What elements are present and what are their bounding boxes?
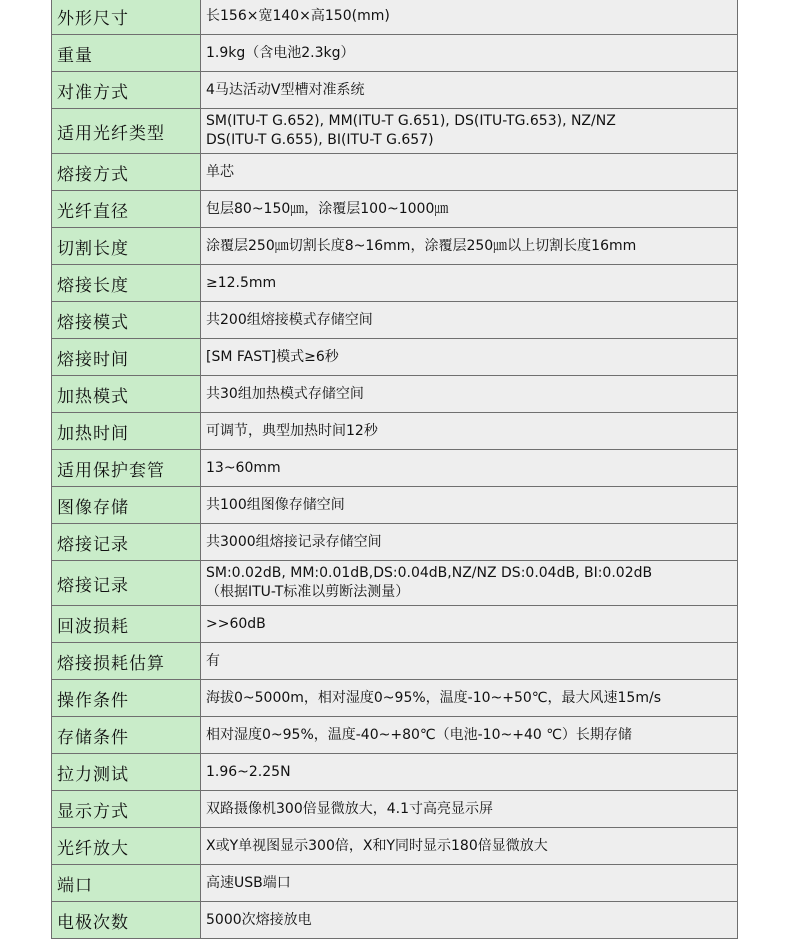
- spec-value-line: 双路摄像机300倍显微放大，4.1寸高亮显示屏: [206, 800, 493, 817]
- spec-row: [52, 413, 738, 450]
- spec-value: [201, 413, 738, 450]
- spec-row: [52, 109, 738, 154]
- spec-label: 熔接模式: [52, 302, 201, 339]
- spec-value-line: X或Y单视图显示300倍，X和Y同时显示180倍显微放大: [206, 837, 548, 854]
- spec-value: [201, 902, 738, 939]
- spec-value-line: 涂覆层250㎛切割长度8~16mm，涂覆层250㎛以上切割长度16mm: [206, 237, 637, 254]
- spec-row: [52, 302, 738, 339]
- spec-label: 加热模式: [52, 376, 201, 413]
- spec-value: [201, 487, 738, 524]
- spec-value: [201, 154, 738, 191]
- spec-value: [201, 0, 738, 35]
- spec-row: [52, 35, 738, 72]
- spec-label: 光纤直径: [52, 191, 201, 228]
- spec-value-line: SM(ITU-T G.652), MM(ITU-T G.651), DS(ITU-TG.653), NZ/NZ: [206, 113, 616, 129]
- spec-value-line: SM:0.02dB, MM:0.01dB,DS:0.04dB,NZ/NZ DS:0.04dB, BI:0.02dB: [206, 565, 653, 581]
- spec-label: 图像存储: [52, 487, 201, 524]
- spec-row: [52, 828, 738, 865]
- spec-label: 熔接记录: [52, 524, 201, 561]
- spec-label: 熔接时间: [52, 339, 201, 376]
- spec-value-line: （根据ITU-T标准以剪断法测量）: [206, 584, 410, 600]
- spec-value-line: 有: [206, 652, 220, 669]
- spec-row: [52, 487, 738, 524]
- spec-table-body: [52, 0, 738, 939]
- spec-value: [201, 524, 738, 561]
- spec-value-line: ≥12.5mm: [206, 274, 277, 291]
- spec-row: [52, 265, 738, 302]
- spec-row: [52, 643, 738, 680]
- spec-value-line: 高速USB端口: [206, 874, 291, 891]
- spec-value: [201, 828, 738, 865]
- spec-row: [52, 228, 738, 265]
- spec-value: [201, 561, 738, 606]
- spec-value: [201, 606, 738, 643]
- spec-label: 对准方式: [52, 72, 201, 109]
- spec-value-line: 长156×宽140×高150(mm): [206, 7, 390, 24]
- spec-value-line: 海拔0~5000m，相对湿度0~95%，温度-10~+50℃，最大风速15m/s: [206, 689, 661, 706]
- spec-label: 外形尺寸: [52, 0, 201, 35]
- spec-label: 拉力测试: [52, 754, 201, 791]
- spec-row: [52, 191, 738, 228]
- spec-row: [52, 902, 738, 939]
- spec-label: 熔接损耗估算: [52, 643, 201, 680]
- spec-row: [52, 754, 738, 791]
- spec-label: 适用保护套管: [52, 450, 201, 487]
- spec-label: 回波损耗: [52, 606, 201, 643]
- spec-row: [52, 524, 738, 561]
- spec-row: [52, 0, 738, 35]
- spec-row: [52, 376, 738, 413]
- spec-value-line: 共100组图像存储空间: [206, 496, 345, 513]
- spec-row: [52, 865, 738, 902]
- spec-label: 操作条件: [52, 680, 201, 717]
- spec-label: 熔接方式: [52, 154, 201, 191]
- spec-value-line: 共30组加热模式存储空间: [206, 385, 364, 402]
- spec-value-line: 13~60mm: [206, 459, 281, 476]
- spec-value: [201, 35, 738, 72]
- spec-value-line: 5000次熔接放电: [206, 911, 312, 928]
- spec-row: [52, 72, 738, 109]
- spec-value: [201, 265, 738, 302]
- spec-value: [201, 680, 738, 717]
- spec-value-line: 4马达活动V型槽对准系统: [206, 81, 365, 98]
- spec-value: [201, 717, 738, 754]
- spec-label: 显示方式: [52, 791, 201, 828]
- spec-label: 熔接长度: [52, 265, 201, 302]
- spec-value-line: [SM FAST]模式≥6秒: [206, 348, 339, 365]
- spec-label: 存储条件: [52, 717, 201, 754]
- spec-value-line: 单芯: [206, 163, 234, 180]
- spec-value-line: DS(ITU-T G.655), BI(ITU-T G.657): [206, 132, 434, 148]
- spec-row: [52, 561, 738, 606]
- spec-label: 切割长度: [52, 228, 201, 265]
- spec-table: [51, 0, 738, 939]
- spec-value: [201, 228, 738, 265]
- spec-value: [201, 191, 738, 228]
- spec-value: [201, 643, 738, 680]
- spec-row: [52, 339, 738, 376]
- spec-row: [52, 717, 738, 754]
- spec-value-line: 可调节，典型加热时间12秒: [206, 422, 378, 439]
- spec-label: 重量: [52, 35, 201, 72]
- spec-value-line: 1.96~2.25N: [206, 763, 291, 780]
- spec-label: 电极次数: [52, 902, 201, 939]
- spec-row: [52, 450, 738, 487]
- spec-value: [201, 791, 738, 828]
- spec-row: [52, 154, 738, 191]
- spec-value: [201, 72, 738, 109]
- spec-value: [201, 450, 738, 487]
- spec-value-line: 共200组熔接模式存储空间: [206, 311, 373, 328]
- spec-value: [201, 376, 738, 413]
- spec-value: [201, 865, 738, 902]
- spec-label: 端口: [52, 865, 201, 902]
- spec-value: [201, 302, 738, 339]
- spec-row: [52, 606, 738, 643]
- spec-label: 熔接记录: [52, 561, 201, 606]
- spec-value-line: 1.9kg（含电池2.3kg）: [206, 44, 355, 61]
- spec-label: 适用光纤类型: [52, 109, 201, 154]
- spec-label: 光纤放大: [52, 828, 201, 865]
- spec-value-line: 相对湿度0~95%，温度-40~+80℃（电池-10~+40 ℃）长期存储: [206, 726, 632, 743]
- spec-label: 加热时间: [52, 413, 201, 450]
- spec-value-line: 包层80~150㎛，涂覆层100~1000㎛: [206, 200, 449, 217]
- spec-value: [201, 754, 738, 791]
- spec-value: [201, 339, 738, 376]
- spec-value-line: >>60dB: [206, 615, 266, 632]
- spec-value: [201, 109, 738, 154]
- spec-row: [52, 680, 738, 717]
- spec-row: [52, 791, 738, 828]
- spec-value-line: 共3000组熔接记录存储空间: [206, 533, 382, 550]
